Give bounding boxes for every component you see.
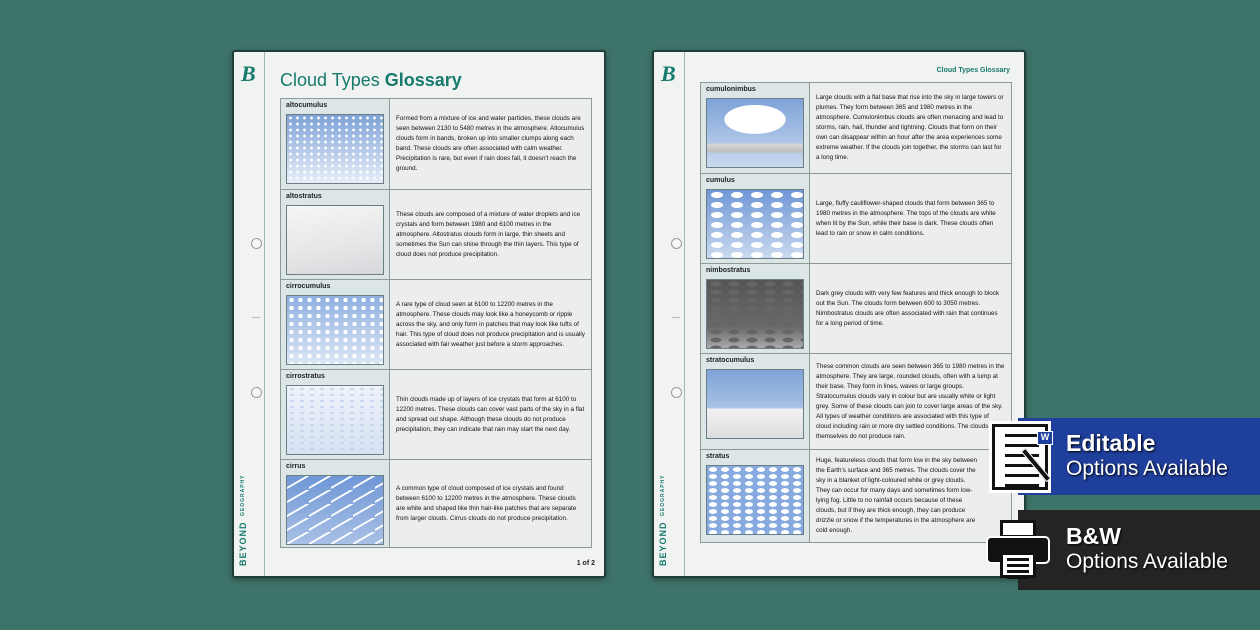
cloud-name: cirrostratus [286, 373, 325, 380]
bw-subtitle: Options Available [1066, 550, 1228, 573]
title-light: Cloud Types [280, 70, 380, 90]
brand-wordmark [658, 475, 668, 566]
punch-hole [671, 238, 682, 249]
glossary-page-1 [232, 50, 606, 578]
cloud-description-text: These clouds are composed of a mixture of water droplets and ice crystals and form between 1980 and 6100 metres in the atmosphere. Altostratus clouds form in large, thin sheets and sometimes the Sun can shine through the thin layers. This type of cloud does not produce precipitation. [396, 210, 581, 258]
cloud-image [286, 385, 384, 455]
cloud-name: altocumulus [286, 102, 328, 109]
glossary-row [701, 449, 1011, 542]
cloud-label-cell [281, 99, 390, 189]
cloud-image [286, 295, 384, 365]
cloud-image [286, 205, 384, 275]
page-header-title: Cloud Types Glossary [936, 67, 1010, 74]
brand-name: BEYOND [238, 521, 248, 566]
glossary-table [280, 98, 592, 548]
cloud-image [706, 369, 804, 439]
title-bold: Glossary [384, 70, 462, 90]
page-rail [234, 52, 265, 576]
word-tag: W [1037, 431, 1053, 445]
cloud-image [706, 189, 804, 259]
cloud-label-cell [701, 264, 810, 353]
cloud-description-text: Large, fluffy cauliflower-shaped clouds that form between 365 to 1980 metres in the atmosphere. The tops of the clouds are white when lit by the Sun, while their base is dark. These clouds often lead to rain or snow in calm conditions. [816, 199, 996, 237]
cloud-name: stratocumulus [706, 357, 755, 364]
brand-name: BEYOND [658, 521, 668, 566]
beyond-logo: B [661, 61, 676, 86]
cloud-label-cell [281, 190, 390, 279]
cloud-description [390, 99, 591, 189]
fold-mark [672, 317, 680, 318]
page-number: 1 of 2 [576, 560, 595, 567]
cloud-description-text: Thin clouds made up of layers of ice crystals that form at 6100 to 12200 metres. These clouds can cover vast parts of the sky in a flat and spread out shape. Although these clouds do not produce precipitation, they can indicate that rain may start the next day. [396, 395, 585, 433]
cloud-name: cumulonimbus [706, 86, 756, 93]
glossary-row [281, 279, 591, 369]
cloud-label-cell [701, 83, 810, 173]
cloud-name: cumulus [706, 177, 735, 184]
cloud-label-cell [281, 370, 390, 459]
printer-icon [986, 520, 1050, 580]
editable-options-banner[interactable] [1018, 418, 1260, 495]
cloud-description [390, 370, 591, 459]
cloud-description-text: A rare type of cloud seen at 6100 to 12200 metres in the atmosphere. These clouds may look like a honeycomb or ripple across the sky, and only form in patches that may look like tufts of hair. This type of cloud does not produce precipitation and is usually associated with fair weather just before a storm approaches. [396, 300, 585, 348]
cloud-image [706, 279, 804, 349]
glossary-row [701, 263, 1011, 353]
cloud-label-cell [701, 174, 810, 263]
cloud-name: cirrus [286, 463, 306, 470]
word-document-icon [992, 424, 1048, 490]
beyond-logo: B [241, 61, 256, 86]
glossary-row [281, 99, 591, 189]
bw-title: B&W [1066, 523, 1121, 549]
bw-options-banner[interactable] [1018, 510, 1260, 590]
punch-hole [671, 387, 682, 398]
cloud-description [810, 450, 1011, 542]
cloud-image [286, 114, 384, 184]
cloud-name: stratus [706, 453, 730, 460]
glossary-row [281, 459, 591, 547]
cloud-description-text: Large clouds with a flat base that rise into the sky in large towers or plumes. They form between 365 and 1980 metres in the atmosphere. Cumulonimbus clouds are often menacing and lead to storms, rain, hail, thunder and lightning. Clouds that form on their own can disappear within an hour after the area experiences some extreme weather. If the clouds join together, the storms can last for a long time. [816, 94, 1004, 161]
glossary-row [701, 173, 1011, 263]
glossary-row [281, 189, 591, 279]
glossary-row [281, 369, 591, 459]
cloud-image [286, 475, 384, 545]
cloud-name: cirrocumulus [286, 283, 331, 290]
cloud-description [810, 174, 1011, 263]
cloud-image [706, 465, 804, 535]
cloud-label-cell [281, 460, 390, 547]
editable-subtitle: Options Available [1066, 457, 1228, 480]
page-rail [654, 52, 685, 576]
cloud-description [810, 354, 1011, 449]
fold-mark [252, 317, 260, 318]
cloud-label-cell [701, 354, 810, 449]
cloud-label-cell [281, 280, 390, 369]
cloud-name: altostratus [286, 193, 322, 200]
page-title [280, 70, 462, 91]
editable-title: Editable [1066, 430, 1156, 456]
cloud-description [390, 190, 591, 279]
punch-hole [251, 387, 262, 398]
cloud-name: nimbostratus [706, 267, 751, 274]
glossary-page-2 [652, 50, 1026, 578]
cloud-description-text: These common clouds are seen between 365 to 1980 metres in the atmosphere. They are large, rounded clouds, often with a lump at their base. They form in lines, waves or large groups. Stratocumulus clouds vary in colour but are usually white or light grey. Some of these clouds can join to cover large areas of the sky. All types of weather conditions are associated with this type of cloud including rain or more dry settled conditions. The clouds themselves do not produce rain. [816, 362, 1005, 440]
brand-sub: GEOGRAPHY [240, 474, 246, 517]
cloud-description [810, 83, 1011, 173]
glossary-row [701, 83, 1011, 173]
glossary-table [700, 82, 1012, 543]
cloud-description-text: Dark grey clouds with very few features and thick enough to block out the Sun. The clouds form between 600 to 3050 metres. Nimbostratus clouds are often associated with rain that continues for a long period of time. [816, 289, 1000, 327]
brand-sub: GEOGRAPHY [660, 474, 666, 517]
cloud-description-text: A common type of cloud composed of ice crystals and found between 6100 to 12200 metres in the atmosphere. These clouds are white and shaped like thin hair-like patches that are separate from larger clouds. Cirrus clouds do not produce precipitation. [396, 484, 577, 522]
cloud-description-text: Huge, featureless clouds that form low in the sky between the Earth's surface and 365 metres. The clouds cover the sky in a blanket of light-coloured white or grey clouds. They can occur for many days and sometimes form low-lying fog. Little to no rainfall occurs because of these clouds, but if they are thick enough, they can produce drizzle or snow if the temperatures in the atmosphere are cold enough. [816, 457, 978, 534]
punch-hole [251, 238, 262, 249]
cloud-description [390, 280, 591, 369]
cloud-description-text: Formed from a mixture of ice and water particles, these clouds are seen between 2130 to 5480 metres in the atmosphere. Altocumulus clouds form in bands, broken up into smaller clumps along each band. These clouds are often associated with calm weather. Precipitation is rare, but even if rain does fall, it doesn't reach the ground. [396, 115, 585, 172]
cloud-description [390, 460, 591, 547]
cloud-label-cell [701, 450, 810, 542]
brand-wordmark [238, 475, 248, 566]
glossary-row [701, 353, 1011, 449]
cloud-image [706, 98, 804, 168]
cloud-description [810, 264, 1011, 353]
